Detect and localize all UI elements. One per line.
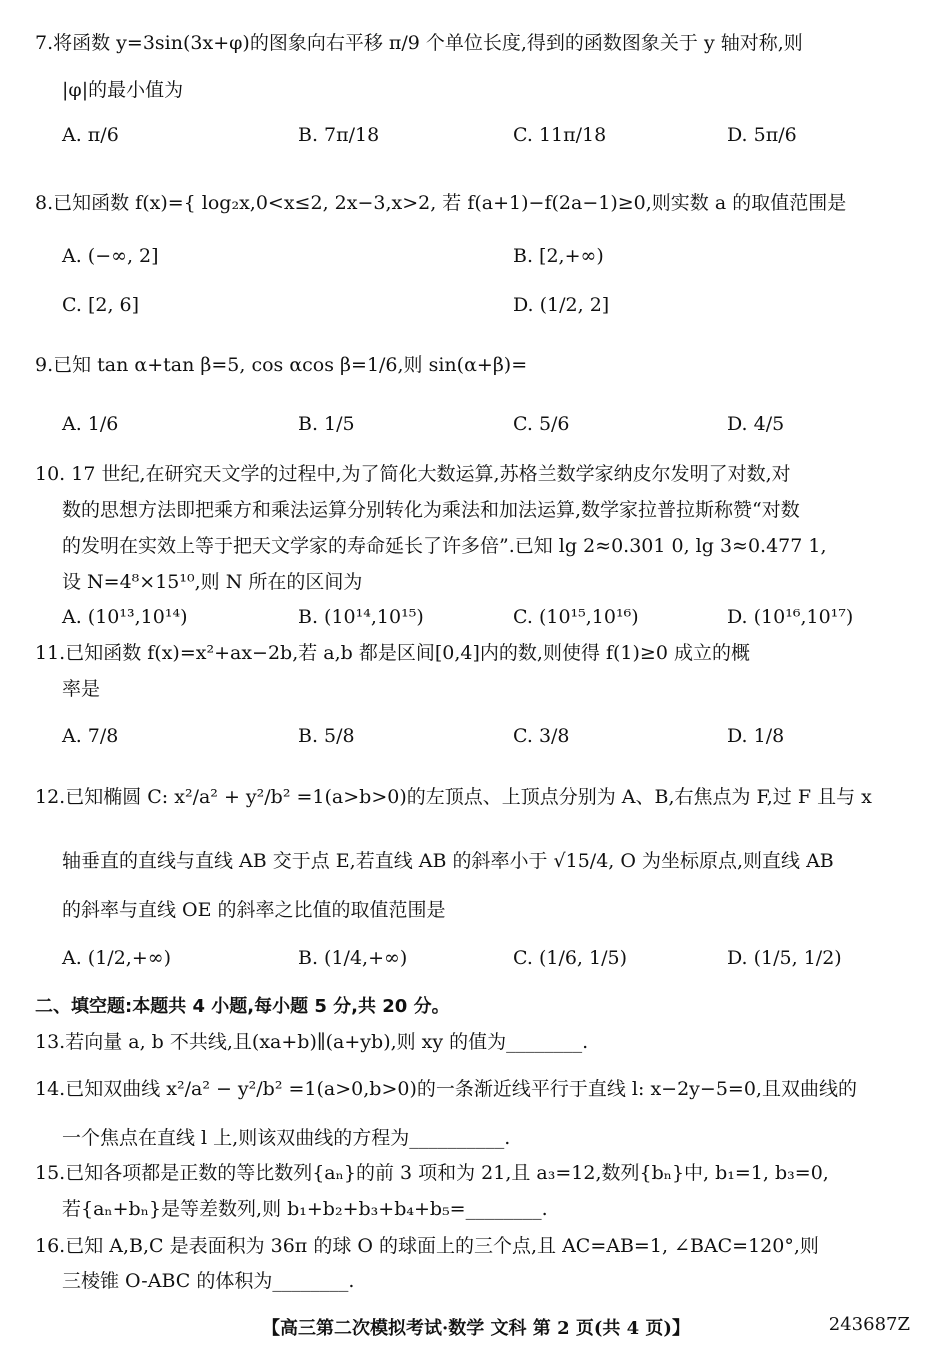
question-16-line-2: 三棱锥 O-ABC 的体积为________. (62, 1270, 355, 1292)
question-14-line-1: 14.已知双曲线 x²/a² − y²/b² =1(a>0,b>0)的一条渐近线平行于直线 l: x−2y−5=0,且双曲线的 (35, 1078, 857, 1100)
question-11-option-d: D. 1/8 (727, 725, 785, 747)
question-12-option-b: B. (1/4,+∞) (298, 947, 408, 969)
question-8-stem: 8.已知函数 f(x)={ log₂x,0<x≤2, 2x−3,x>2, 若 f(a+1)−f(2a−1)≥0,则实数 a 的取值范围是 (35, 192, 847, 214)
question-12-stem-line-1: 12.已知椭圆 C: x²/a² + y²/b² =1(a>b>0)的左顶点、上顶点分别为 A、B,右焦点为 F,过 F 且与 x (35, 786, 872, 808)
question-7-option-c: C. 11π/18 (513, 124, 607, 146)
question-10-stem-line-1: 10. 17 世纪,在研究天文学的过程中,为了简化大数运算,苏格兰数学家纳皮尔发明了对数,对 (35, 463, 791, 485)
question-12-option-a: A. (1/2,+∞) (62, 947, 171, 969)
question-7-stem-line-1: 7.将函数 y=3sin(3x+φ)的图象向右平移 π/9 个单位长度,得到的函数图象关于 y 轴对称,则 (35, 32, 803, 54)
question-11-stem-line-1: 11.已知函数 f(x)=x²+ax−2b,若 a,b 都是区间[0,4]内的数,则使得 f(1)≥0 成立的概 (35, 642, 750, 664)
question-12-option-c: C. (1/6, 1/5) (513, 947, 627, 969)
page-footer-title: 【高三第二次模拟考试·数学 文科 第 2 页(共 4 页)】 (262, 1318, 690, 1339)
question-9-option-d: D. 4/5 (727, 413, 785, 435)
question-11-option-b: B. 5/8 (298, 725, 355, 747)
question-9-option-c: C. 5/6 (513, 413, 570, 435)
question-16-line-1: 16.已知 A,B,C 是表面积为 36π 的球 O 的球面上的三个点,且 AC=AB=1, ∠BAC=120°,则 (35, 1235, 819, 1257)
question-10-option-b: B. (10¹⁴,10¹⁵) (298, 606, 424, 628)
question-10-stem-line-4: 设 N=4⁸×15¹⁰,则 N 所在的区间为 (62, 571, 363, 593)
question-11-option-a: A. 7/8 (62, 725, 119, 747)
question-7-option-b: B. 7π/18 (298, 124, 380, 146)
question-8-option-a: A. (−∞, 2] (62, 245, 159, 267)
exam-code: 243687Z (828, 1314, 910, 1335)
question-8-option-b: B. [2,+∞) (513, 245, 604, 267)
question-12-stem-line-3: 的斜率与直线 OE 的斜率之比值的取值范围是 (62, 899, 446, 921)
question-8-option-c: C. [2, 6] (62, 294, 140, 316)
question-15-line-2: 若{aₙ+bₙ}是等差数列,则 b₁+b₂+b₃+b₄+b₅=________. (62, 1198, 548, 1220)
question-10-option-c: C. (10¹⁵,10¹⁶) (513, 606, 639, 628)
question-9-stem: 9.已知 tan α+tan β=5, cos αcos β=1/6,则 sin(α+β)= (35, 354, 528, 376)
question-10-option-d: D. (10¹⁶,10¹⁷) (727, 606, 854, 628)
question-10-stem-line-2: 数的思想方法即把乘方和乘法运算分别转化为乘法和加法运算,数学家拉普拉斯称赞“对数 (62, 499, 800, 521)
question-7-option-a: A. π/6 (62, 124, 119, 146)
question-12-stem-line-2: 轴垂直的直线与直线 AB 交于点 E,若直线 AB 的斜率小于 √15/4, O 为坐标原点,则直线 AB (62, 850, 834, 872)
question-11-option-c: C. 3/8 (513, 725, 570, 747)
question-13-line-1: 13.若向量 a, b 不共线,且(xa+b)∥(a+yb),则 xy 的值为________. (35, 1031, 589, 1053)
question-12-option-d: D. (1/5, 1/2) (727, 947, 842, 969)
question-9-option-b: B. 1/5 (298, 413, 355, 435)
question-7-stem-line-2: |φ|的最小值为 (62, 79, 184, 101)
question-7-option-d: D. 5π/6 (727, 124, 797, 146)
question-11-stem-line-2: 率是 (62, 678, 101, 700)
question-10-option-a: A. (10¹³,10¹⁴) (62, 606, 188, 628)
question-8-option-d: D. (1/2, 2] (513, 294, 610, 316)
section-2-heading: 二、填空题:本题共 4 小题,每小题 5 分,共 20 分。 (35, 996, 450, 1017)
question-9-option-a: A. 1/6 (62, 413, 119, 435)
question-14-line-2: 一个焦点在直线 l 上,则该双曲线的方程为__________. (62, 1127, 511, 1149)
question-10-stem-line-3: 的发明在实效上等于把天文学家的寿命延长了许多倍”.已知 lg 2≈0.301 0, lg 3≈0.477 1, (62, 535, 827, 557)
question-15-line-1: 15.已知各项都是正数的等比数列{aₙ}的前 3 项和为 21,且 a₃=12,数列{bₙ}中, b₁=1, b₃=0, (35, 1162, 829, 1184)
